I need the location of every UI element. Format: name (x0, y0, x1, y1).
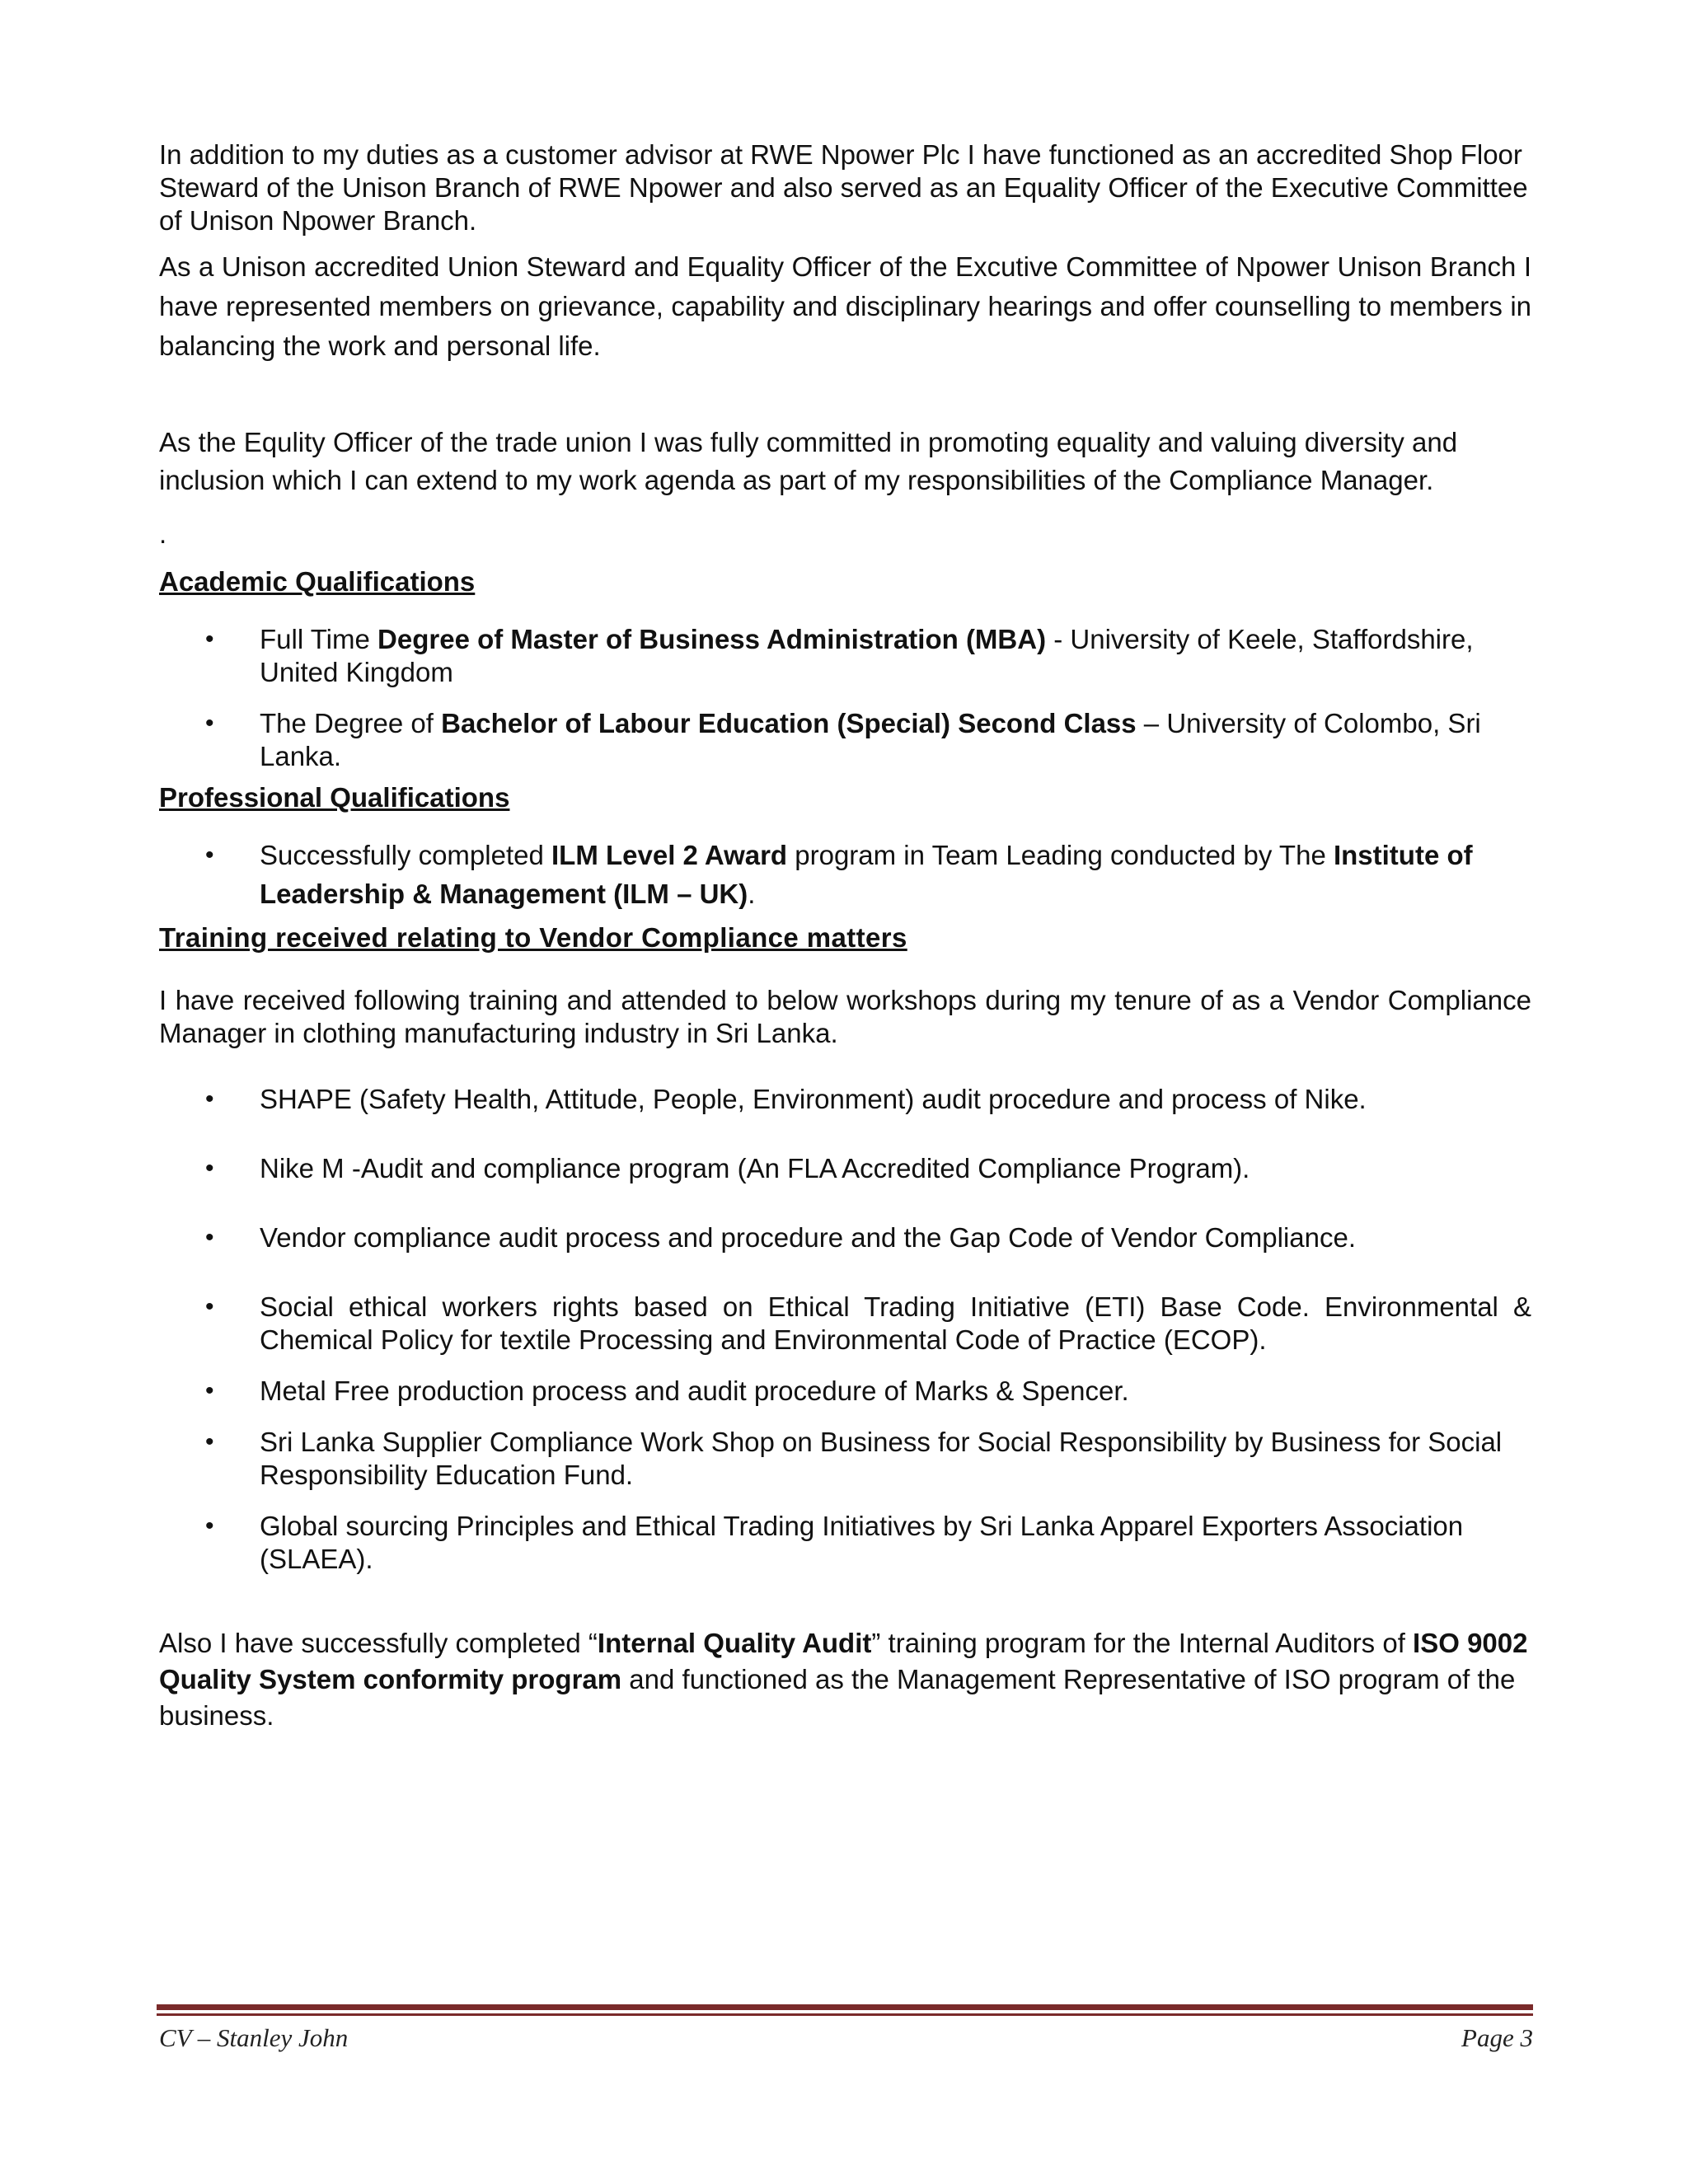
item-text: Also I have successfully completed “ (159, 1628, 598, 1658)
paragraph-quality-audit (159, 1625, 1531, 1734)
item-bold-text: Bachelor of Labour Education (Special) Second Class (441, 708, 1137, 738)
item-text: Metal Free production process and audit procedure of Marks & Spencer. (260, 1376, 1129, 1406)
bullet-icon: • (205, 710, 214, 737)
academic-qualifications-list (159, 623, 1531, 773)
list-item-training (159, 1152, 1531, 1185)
training-intro: I have received following training and attended to below workshops during my tenure of as a Vendor Compliance Manager in clothing manufacturing industry in Sri Lanka. (159, 985, 1531, 1048)
item-text: Nike M -Audit and compliance program (An FLA Accredited Compliance Program). (260, 1153, 1250, 1183)
bullet-icon: • (205, 1377, 214, 1404)
item-text: program in Team Leading conducted by The (787, 840, 1334, 870)
list-item-training (159, 1291, 1531, 1357)
list-item-training (159, 1375, 1531, 1408)
bullet-icon: • (205, 1512, 214, 1540)
item-text: Full Time (260, 624, 378, 654)
item-text: - University of Keele, Staffordshire, United Kingdom (260, 624, 1474, 687)
item-text: . (748, 879, 756, 909)
list-item-mba (159, 623, 1531, 689)
item-text: – University of Colombo, Sri Lanka. (260, 708, 1481, 771)
training-list (159, 1083, 1531, 1576)
bullet-icon: • (205, 1428, 214, 1455)
footer-cv-name: CV – Stanley John (159, 2023, 349, 2052)
heading-training-received: Training received relating to Vendor Compliance matters (159, 922, 907, 953)
footer-rule-thick (157, 2004, 1533, 2010)
heading-academic-qualifications: Academic Qualifications (159, 566, 476, 597)
item-text: SHAPE (Safety Health, Attitude, People, Environment) audit procedure and process of Nike. (260, 1084, 1367, 1114)
item-text: Sri Lanka Supplier Compliance Work Shop on Business for Social Responsibility by Business for Social Responsibility Education Fund. (260, 1427, 1503, 1490)
bullet-icon: • (205, 1155, 214, 1182)
list-item-training (159, 1083, 1531, 1116)
paragraph-equality-officer: As a Unison accredited Union Steward and Equality Officer of the Excutive Committee of Npower Unison Branch I have represented members on grievance, capability and disciplinary hearings and offer counselling to members in balancing the work and personal life. (159, 251, 1531, 361)
bullet-icon: • (205, 1224, 214, 1251)
footer-rule-thin (157, 2013, 1533, 2016)
list-item-training (159, 1426, 1531, 1492)
item-text: Successfully completed (260, 840, 551, 870)
item-text: ” training program for the Internal Auditors of (871, 1628, 1414, 1658)
item-text: The Degree of (260, 708, 442, 738)
item-bold-text: Institute of Leadership & Management (ILM – UK) (260, 840, 1473, 909)
bullet-icon: • (205, 1293, 214, 1320)
paragraph-equality-commitment: As the Equlity Officer of the trade union I was fully committed in promoting equality and valuing diversity and inclusion which I can extend to my work agenda as part of my responsibilities of the Compliance Manager. (159, 427, 1458, 495)
bullet-icon: • (205, 626, 214, 653)
item-bold-text: Degree of Master of Business Administration (MBA) (377, 624, 1047, 654)
bullet-icon: • (205, 1085, 214, 1113)
item-text: and functioned as the Management Representative of ISO program of the business. (159, 1664, 1516, 1731)
item-text: Global sourcing Principles and Ethical Trading Initiatives by Sri Lanka Apparel Exporters Association (SLAEA). (260, 1511, 1464, 1574)
list-item-ilm (159, 836, 1531, 913)
list-item-training (159, 1510, 1531, 1576)
heading-professional-qualifications: Professional Qualifications (159, 782, 510, 813)
professional-qualifications-list (159, 836, 1531, 913)
item-bold-text: ISO 9002 Quality System conformity program (159, 1628, 1528, 1694)
item-bold-text: Internal Quality Audit (597, 1628, 872, 1658)
item-text: Social ethical workers rights based on Ethical Trading Initiative (ETI) Base Code. Environmental & Chemical Policy for textile Processing and Environmental Code of Practice (ECOP). (260, 1291, 1531, 1355)
list-item-bachelor (159, 707, 1531, 773)
page-content (159, 138, 1531, 1734)
footer-page-number: Page 3 (1461, 2023, 1533, 2052)
list-item-training (159, 1221, 1531, 1254)
stray-period: . (159, 518, 167, 549)
bullet-icon: • (205, 841, 214, 869)
item-text: Vendor compliance audit process and procedure and the Gap Code of Vendor Compliance. (260, 1222, 1357, 1253)
item-bold-text: ILM Level 2 Award (551, 840, 788, 870)
paragraph-union-steward: In addition to my duties as a customer advisor at RWE Npower Plc I have functioned as an accredited Shop Floor Steward of the Unison Branch of RWE Npower and also served as an Equality Officer of the Executive Committee of Unison Npower Branch. (159, 139, 1528, 236)
